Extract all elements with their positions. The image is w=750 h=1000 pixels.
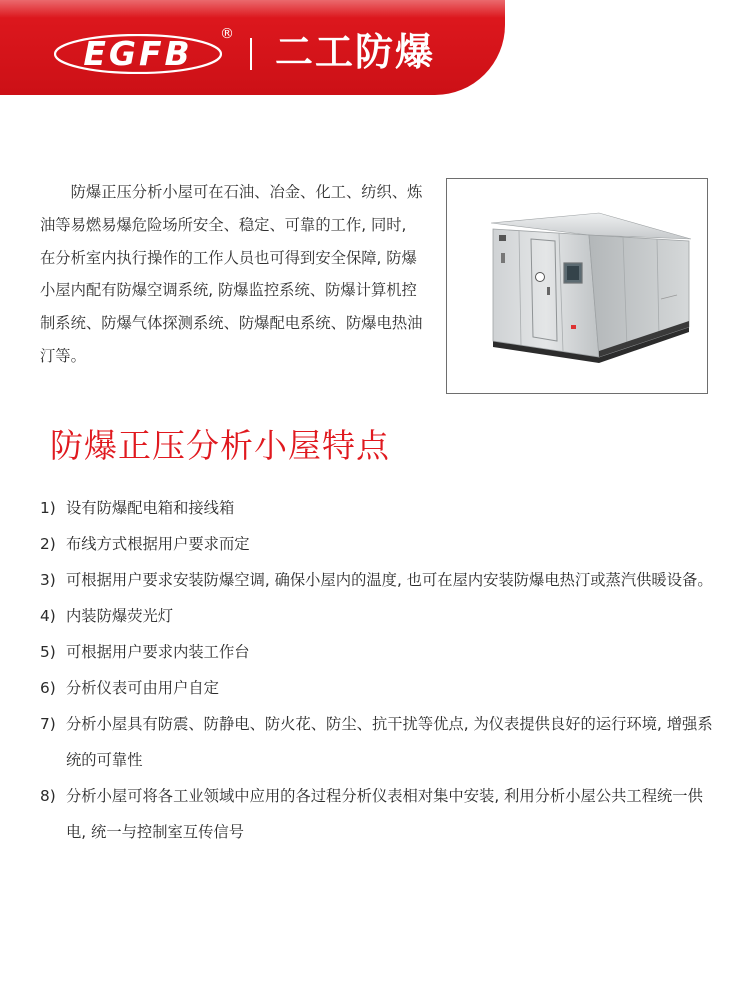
feature-item (40, 634, 720, 670)
feature-item (40, 562, 720, 598)
feature-number: 7) (40, 715, 56, 733)
feature-text: 分析仪表可由用户自定 (66, 679, 219, 697)
registered-mark: ® (220, 26, 234, 42)
feature-text: 分析小屋具有防震、防静电、防火花、防尘、抗干扰等优点, 为仪表提供良好的运行环境, 增强系统的可靠性 (66, 715, 713, 769)
feature-item (40, 670, 720, 706)
feature-text: 可根据用户要求内装工作台 (66, 643, 250, 661)
feature-number: 8) (40, 787, 56, 805)
egfb-logo-graphic (54, 34, 222, 74)
feature-number: 4) (40, 607, 56, 625)
feature-item (40, 526, 720, 562)
feature-text: 设有防爆配电箱和接线箱 (66, 499, 235, 517)
feature-number: 2) (40, 535, 56, 553)
header-banner (0, 0, 505, 95)
brand-name: 二工防爆 (275, 30, 436, 74)
intro-paragraph: 防爆正压分析小屋可在石油、冶金、化工、纺织、炼油等易燃易爆危险场所安全、稳定、可靠的工作, 同时, 在分析室内执行操作的工作人员也可得到安全保障, 防爆小屋内配有防爆空调系统, 防爆监控系统、防爆计算机控制系统、防爆气体探测系统、防爆配电系统、防爆电热油汀等。 (40, 183, 423, 365)
feature-number: 3) (40, 571, 56, 589)
banner-gloss (0, 0, 505, 18)
analyzer-shelter-illustration (447, 179, 707, 393)
product-image (446, 178, 708, 394)
feature-number: 1) (40, 499, 56, 517)
feature-item (40, 598, 720, 634)
features-list (40, 490, 720, 850)
feature-text: 分析小屋可将各工业领域中应用的各过程分析仪表相对集中安装, 利用分析小屋公共工程统一供电, 统一与控制室互传信号 (66, 787, 703, 841)
feature-number: 6) (40, 679, 56, 697)
feature-item (40, 490, 720, 526)
feature-item (40, 778, 720, 850)
egfb-logo (54, 34, 222, 74)
features-title: 防爆正压分析小屋特点 (50, 426, 390, 465)
feature-number: 5) (40, 643, 56, 661)
header-divider (250, 38, 252, 70)
feature-text: 布线方式根据用户要求而定 (66, 535, 250, 553)
feature-item (40, 706, 720, 778)
logo-text: EGFB (83, 34, 193, 73)
feature-text: 内装防爆荧光灯 (66, 607, 174, 625)
feature-text: 可根据用户要求安装防爆空调, 确保小屋内的温度, 也可在屋内安装防爆电热汀或蒸汽供暖设备。 (66, 571, 713, 589)
